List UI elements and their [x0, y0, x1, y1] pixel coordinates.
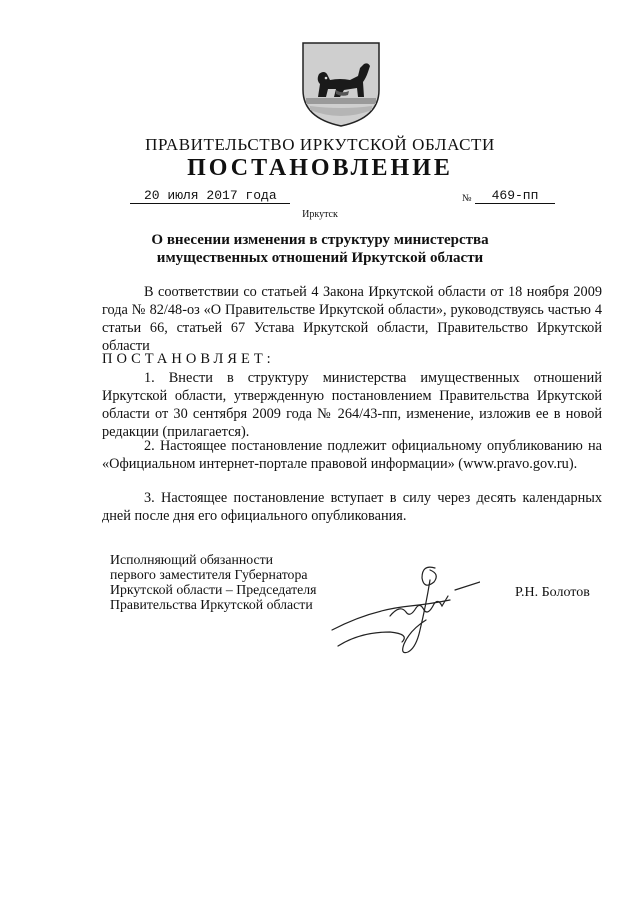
date-value: 20 июля 2017 года [144, 188, 277, 203]
position-line-4: Правительства Иркутской области [110, 597, 313, 612]
position-line-2: первого заместителя Губернатора [110, 567, 308, 582]
document-type: ПОСТАНОВЛЕНИЕ [187, 155, 453, 181]
resolves-heading: ПОСТАНОВЛЯЕТ: [102, 351, 275, 367]
position-line-3: Иркутской области – Председателя [110, 582, 317, 597]
document-date [130, 188, 290, 204]
signatory-position [110, 552, 316, 612]
handwritten-signature [330, 560, 480, 660]
item-2-paragraph: 2. Настоящее постановление подлежит официальному опубликованию на «Официальном интернет-портале правовой информации» (www.pravo.gov.ru). [102, 438, 602, 472]
number-label: № [462, 193, 472, 204]
authority-name: ПРАВИТЕЛЬСТВО ИРКУТСКОЙ ОБЛАСТИ [145, 135, 495, 154]
title-line-1: О внесении изменения в структуру министерства [151, 232, 489, 248]
signatory-name: Р.Н. Болотов [515, 585, 590, 600]
coat-of-arms-icon [300, 40, 382, 128]
document-title [0, 231, 640, 267]
city-name: Иркутск [302, 209, 338, 220]
item-1-paragraph: 1. Внести в структуру министерства имущественных отношений Иркутской области, утвержденную постановлением Правительства Иркутской области от 30 сентября 2009 года № 264/43-пп, изменение, изложив ее в новой редакции (прилагается). [102, 370, 602, 440]
item-3-paragraph: 3. Настоящее постановление вступает в силу через десять календарных дней после дня его официального опубликования. [102, 490, 602, 524]
document-number: 469-пп [475, 188, 555, 204]
preamble-paragraph: В соответствии со статьей 4 Закона Иркутской области от 18 ноября 2009 года № 82/48-оз «О Правительстве Иркутской области», руководствуясь частью 4 статьи 66, статьей 67 Устава Иркутской области, Правительство Иркутской области [102, 284, 602, 354]
position-line-1: Исполняющий обязанности [110, 552, 273, 567]
title-line-2: имущественных отношений Иркутской области [156, 250, 484, 266]
